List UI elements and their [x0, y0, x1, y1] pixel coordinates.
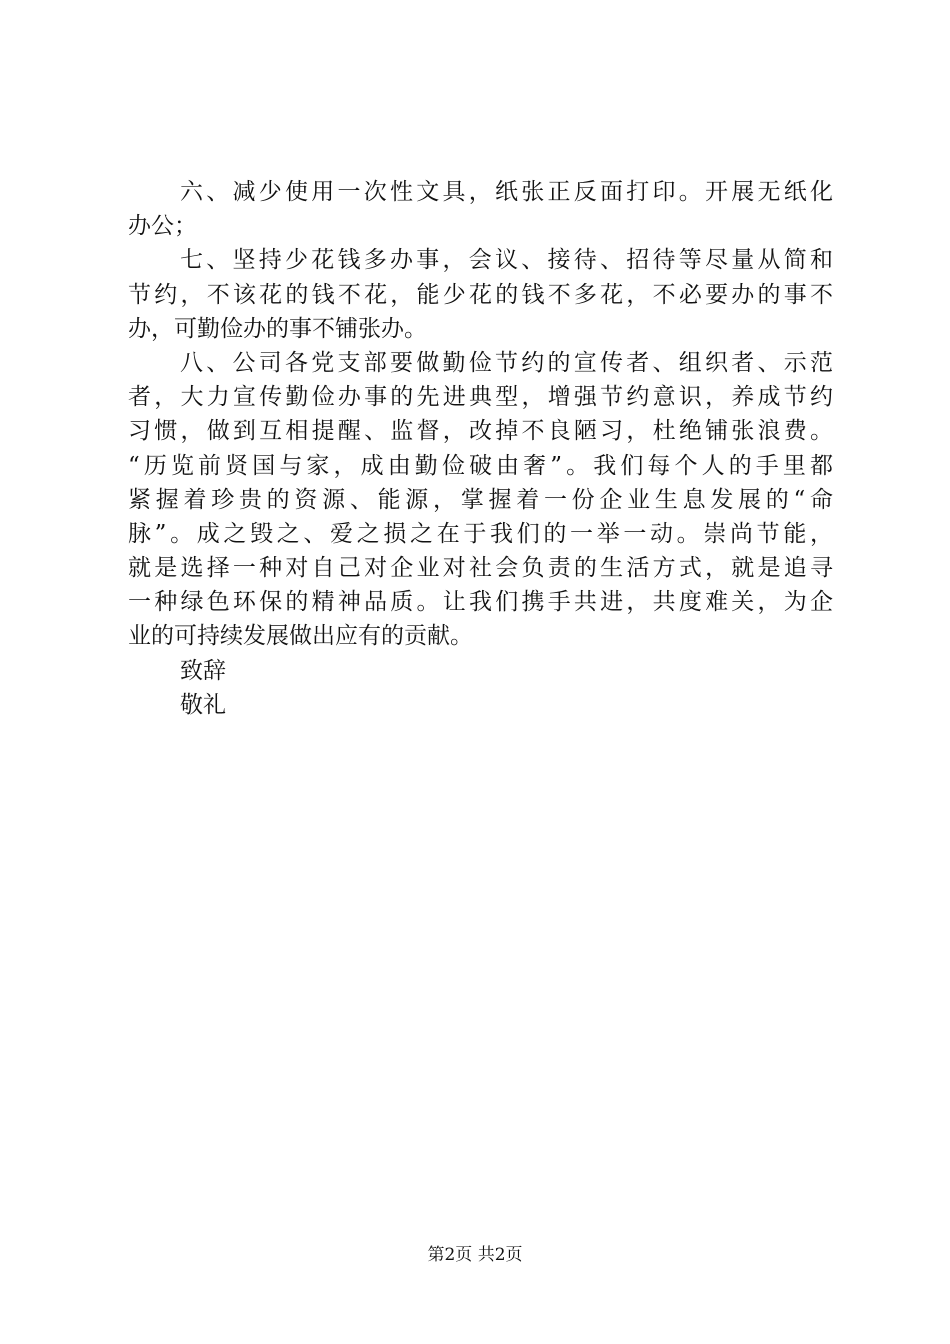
closing-line-2: 敬礼 — [180, 691, 226, 718]
document-body — [128, 175, 833, 722]
paragraph-8-line-9: 业的可持续发展做出应有的贡献。 — [128, 623, 473, 650]
closing-line-1: 致辞 — [180, 657, 226, 684]
paragraph-8-line-5: 紧握着珍贵的资源、能源，掌握着一份企业生息发展的“命 — [128, 486, 833, 513]
paragraph-7-line-3: 办，可勤俭办的事不铺张办。 — [128, 315, 427, 342]
paragraph-7-line-2: 节约，不该花的钱不花，能少花的钱不多花，不必要办的事不 — [128, 281, 833, 308]
paragraph-8-line-6: 脉”。成之毁之、爱之损之在于我们的一举一动。崇尚节能， — [128, 520, 833, 547]
paragraph-8-line-7: 就是选择一种对自己对企业对社会负责的生活方式，就是追寻 — [128, 555, 833, 582]
page-number-footer: 第2页 共2页 — [427, 1245, 523, 1265]
paragraph-8-line-2: 者，大力宣传勤俭办事的先进典型，增强节约意识，养成节约 — [128, 384, 833, 411]
paragraph-8-line-4: “历览前贤国与家，成由勤俭破由奢”。我们每个人的手里都 — [128, 452, 833, 479]
paragraph-8-line-1: 八、公司各党支部要做勤俭节约的宣传者、组织者、示范 — [180, 349, 833, 376]
paragraph-6-line-2: 办公； — [128, 213, 197, 240]
paragraph-6-line-1: 六、减少使用一次性文具，纸张正反面打印。开展无纸化 — [180, 179, 833, 205]
paragraph-8-line-8: 一种绿色环保的精神品质。让我们携手共进，共度难关，为企 — [128, 589, 833, 616]
paragraph-7-line-1: 七、坚持少花钱多办事，会议、接待、招待等尽量从简和 — [180, 247, 833, 274]
paragraph-8-line-3: 习惯，做到互相提醒、监督，改掉不良陋习，杜绝铺张浪费。 — [128, 418, 833, 445]
